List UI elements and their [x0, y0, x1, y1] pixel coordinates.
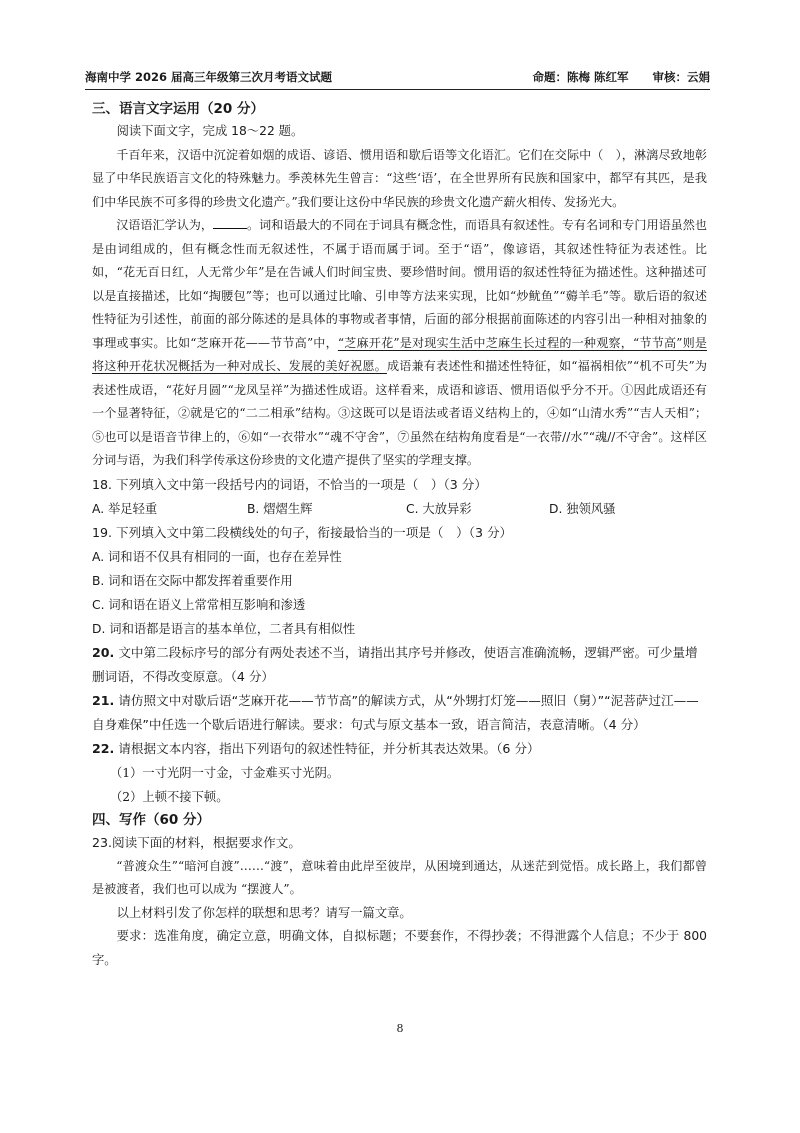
exam-title: 海南中学 2026 届高三年级第三次月考语文试题: [85, 70, 333, 84]
question-19-stem: 19. 下列填入文中第二段横线处的句子，衔接最恰当的一项是（ ）（3 分）: [92, 524, 513, 540]
section-4-title: 四、写作（60 分）: [92, 811, 210, 828]
fill-in-blank: [213, 216, 247, 229]
question-21: [92, 689, 707, 737]
q18-option-c: C. 大放异彩: [406, 501, 472, 516]
q22-number: 22.: [92, 740, 115, 756]
passage-paragraph-2: [92, 214, 707, 473]
passage-paragraph-1: 千百年来，汉语中沉淀着如烟的成语、谚语、惯用语和歇后语等文化语汇。它们在交际中（ ），淋漓尽致地彰显了中华民族语言文化的特殊魅力。季羡林先生曾言：“这些‘语’，在全世界所有民族和国家中，都罕有其匹，是我们中华民族不可多得的珍贵文化遗产。”我们要让这份中华民族的珍贵文化遗产薪火相传、发扬光大。: [92, 147, 707, 209]
q19-option-b: B. 词和语在交际中都发挥着重要作用: [92, 573, 293, 588]
q22-text: 请根据文本内容，指出下列语句的叙述性特征，并分析其表达效果。（6 分）: [118, 740, 540, 756]
q22-item-2: （2）上顿不接下顿。: [110, 789, 229, 804]
page-number: 8: [396, 1022, 404, 1035]
q18-option-b: B. 熠熠生辉: [247, 501, 313, 516]
page-header: [85, 67, 710, 90]
q18-option-d: D. 独领风骚: [549, 501, 616, 516]
q21-text: 请仿照文中对歇后语“芝麻开花——节节高”的解读方式，从“外甥打灯笼——照旧（舅）”“泥菩萨过江——自身难保”中任选一个歇后语进行解读。要求：句式与原文基本一致，语言简洁，表意清晰。（4 分）: [92, 692, 699, 732]
question-22: [92, 737, 707, 761]
header-authors: 命题：陈梅 陈红军: [532, 70, 629, 84]
paragraph-2-body: 。词和语最大的不同在于词具有概念性，而语具有叙述性。专有名词和专门用语虽然也是由词组成的，但有概念性而无叙述性，不属于语而属于词。至于“语”，像谚语，其叙述性特征为表述性。比如，“花无百日红，人无常少年”是在告诫人们时间宝贵、要珍惜时间。惯用语的叙述性特征为描述性。这种描述可以是直接描述，比如“掏腰包”等；也可以通过比喻、引申等方法来实现，比如“炒鱿鱼”“薅羊毛”等。歇后语的叙述性特征为引述性，前面的部分陈述的是具体的事物或者事情，后面的部分根据前面陈述的内容引出一种相对抽象的事理或事实。比如“芝麻开花——节节高”中，: [92, 218, 707, 350]
q19-option-c: C. 词和语在语义上常常相互影响和渗透: [92, 597, 306, 612]
q18-option-a: A. 举足轻重: [92, 501, 158, 516]
essay-requirements: 要求：选准角度，确定立意，明确文体，自拟标题；不要套作，不得抄袭；不得泄露个人信息；不少于 800 字。: [92, 929, 707, 967]
q20-number: 20.: [92, 644, 115, 660]
header-credits: [532, 67, 710, 87]
section-3-intro: 阅读下面文字，完成 18～22 题。: [116, 124, 304, 138]
section-3-title: 三、语言文字运用（20 分）: [92, 101, 264, 117]
paragraph-2-lead: 汉语语汇学认为，: [116, 218, 214, 232]
question-20: [92, 641, 707, 689]
q19-option-a: A. 词和语不仅具有相同的一面，也存在差异性: [92, 549, 342, 564]
underlined-sentence: “芝麻开花”是对现实生活中芝麻生长过程的一种观察，“节节高”则是将这种开花状况概括为一种对成长、发展的美好祝愿。: [92, 335, 707, 373]
q19-option-d: D. 词和语都是语言的基本单位，二者具有相似性: [92, 621, 356, 636]
paragraph-2-tail: 成语兼有表述性和描述性特征，如“福祸相依”“机不可失”为表述性成语，“花好月圆”“龙凤呈祥”为描述性成语。这样看来，成语和谚语、惯用语似乎分不开。①因此成语还有一个显著特征，②就是它的“二二相承”结构。③这既可以是语法或者语义结构上的，④如“山清水秀”“吉人天相”；⑤也可以是语音节律上的，⑥如“一衣带水”“魂不守舍”，⑦虽然在结构角度看是“一衣带//水”“魂//不守舍”。这样区分词与语，为我们科学传承这份珍贵的文化遗产提供了坚实的学理支撑。: [92, 359, 707, 467]
question-23-stem: 23.阅读下面的材料，根据要求作文。: [92, 834, 301, 850]
q22-item-1: （1）一寸光阴一寸金，寸金难买寸光阴。: [110, 765, 340, 780]
header-reviewer: 审核：云娟: [652, 70, 710, 84]
q20-text: 文中第二段标序号的部分有两处表述不当，请指出其序号并修改，使语言准确流畅，逻辑严密。可少量增删词语，不得改变原意。（4 分）: [92, 644, 698, 684]
essay-prompt: 以上材料引发了你怎样的联想和思考？请写一篇文章。: [116, 905, 412, 920]
question-18-options: [92, 497, 707, 521]
exam-content: [92, 98, 707, 972]
essay-material: “普渡众生”“暗河自渡”……“渡”，意味着由此岸至彼岸，从困境到通达，从迷茫到觉悟。成长路上，我们都曾是被渡者，我们也可以成为 “摆渡人”。: [92, 858, 707, 896]
question-18-stem: 18. 下列填入文中第一段括号内的词语，不恰当的一项是（ ）（3 分）: [92, 476, 487, 492]
q21-number: 21.: [92, 692, 115, 708]
